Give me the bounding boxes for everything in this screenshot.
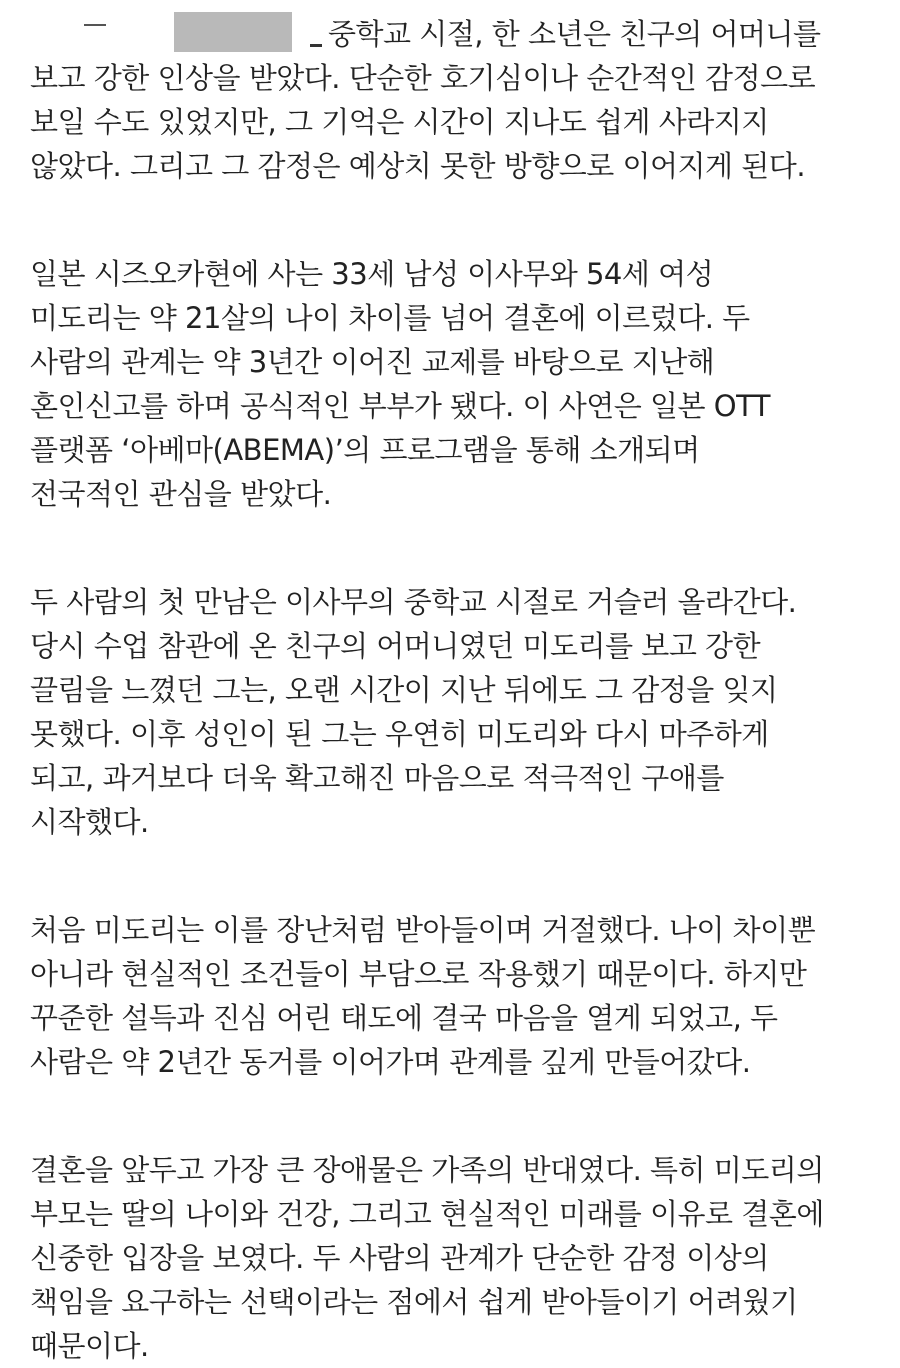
text-line: 시작했다.: [30, 805, 149, 839]
text-line: 꾸준한 설득과 진심 어린 태도에 결국 마음을 열게 되었고, 두: [30, 1001, 778, 1035]
dash-mark: [84, 24, 106, 26]
paragraph-1: [30, 12, 880, 188]
paragraph-3: [30, 580, 880, 844]
text-line: 일본 시즈오카현에 사는 33세 남성 이사무와 54세 여성: [30, 257, 714, 291]
redacted-text-block: [174, 12, 292, 52]
text-line: 처음 미도리는 이를 장난처럼 받아들이며 거절했다. 나이 차이뿐: [30, 913, 816, 947]
paragraph-5: [30, 1148, 880, 1368]
text-line: 혼인신고를 하며 공식적인 부부가 됐다. 이 사연은 일본 OTT: [30, 389, 771, 423]
text-line: [30, 12, 880, 56]
text-line: 사람은 약 2년간 동거를 이어가며 관계를 깊게 만들어갔다.: [30, 1045, 751, 1079]
paragraph-2: [30, 252, 880, 516]
paragraph-spacer: [30, 844, 880, 908]
text-line: 두 사람의 첫 만남은 이사무의 중학교 시절로 거슬러 올라간다.: [30, 585, 797, 619]
text-line-content: 중학교 시절, 한 소년은 친구의 어머니를: [328, 17, 821, 51]
text-line: 끌림을 느꼈던 그는, 오랜 시간이 지난 뒤에도 그 감정을 잊지: [30, 673, 778, 707]
paragraph-spacer: [30, 188, 880, 252]
text-line: 못했다. 이후 성인이 된 그는 우연히 미도리와 다시 마주하게: [30, 717, 769, 751]
text-line: 당시 수업 참관에 온 친구의 어머니였던 미도리를 보고 강한: [30, 629, 761, 663]
text-line: 책임을 요구하는 선택이라는 점에서 쉽게 받아들이기 어려웠기: [30, 1285, 798, 1319]
text-line: 아니라 현실적인 조건들이 부담으로 작용했기 때문이다. 하지만: [30, 957, 807, 991]
text-line: 플랫폼 ‘아베마(ABEMA)’의 프로그램을 통해 소개되며: [30, 433, 700, 467]
text-line: 사람의 관계는 약 3년간 이어진 교제를 바탕으로 지난해: [30, 345, 715, 379]
text-line: 부모는 딸의 나이와 건강, 그리고 현실적인 미래를 이유로 결혼에: [30, 1197, 824, 1231]
paragraph-spacer: [30, 1084, 880, 1148]
text-line: 전국적인 관심을 받았다.: [30, 477, 332, 511]
text-line: 보고 강한 인상을 받았다. 단순한 호기심이나 순간적인 감정으로: [30, 61, 816, 95]
text-line: 않았다. 그리고 그 감정은 예상치 못한 방향으로 이어지게 된다.: [30, 149, 806, 183]
article-body: [30, 12, 880, 1368]
text-line: 때문이다.: [30, 1329, 149, 1363]
text-line: 되고, 과거보다 더욱 확고해진 마음으로 적극적인 구애를: [30, 761, 724, 795]
text-line: 미도리는 약 21살의 나이 차이를 넘어 결혼에 이르렀다. 두: [30, 301, 750, 335]
dash-mark: [310, 44, 322, 47]
text-line: 신중한 입장을 보였다. 두 사람의 관계가 단순한 감정 이상의: [30, 1241, 769, 1275]
paragraph-spacer: [30, 516, 880, 580]
paragraph-4: [30, 908, 880, 1084]
text-line: 결혼을 앞두고 가장 큰 장애물은 가족의 반대였다. 특히 미도리의: [30, 1153, 824, 1187]
text-line: 보일 수도 있었지만, 그 기억은 시간이 지나도 쉽게 사라지지: [30, 105, 769, 139]
